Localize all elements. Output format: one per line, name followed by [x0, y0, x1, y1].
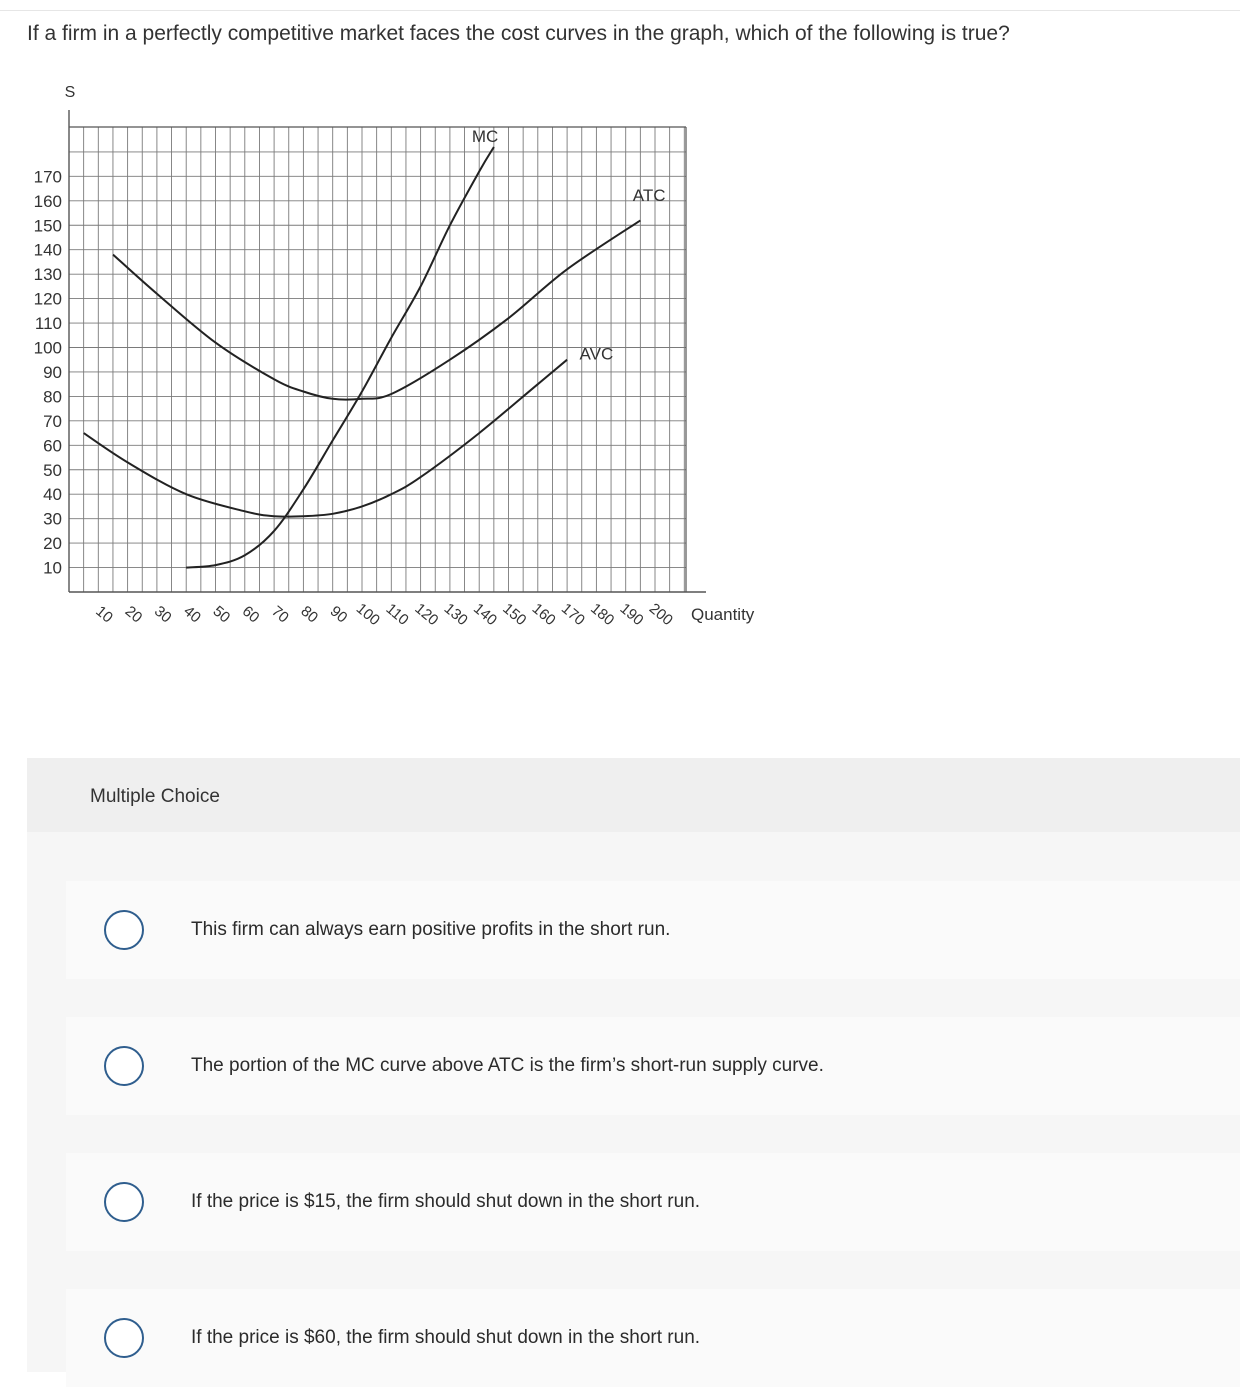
choice-option-3[interactable]	[66, 1153, 1240, 1251]
y-tick-label: 50	[43, 460, 62, 480]
question-text: If a firm in a perfectly competitive market faces the cost curves in the graph, which of the following is true?	[27, 22, 1010, 45]
x-tick-label: 50	[209, 602, 234, 627]
radio-button-icon[interactable]	[104, 910, 144, 950]
y-tick-label: 90	[43, 362, 62, 382]
choice-label: If the price is $60, the firm should shut down in the short run.	[191, 1327, 701, 1348]
multiple-choice-title: Multiple Choice	[90, 786, 220, 807]
label-atc: ATC	[632, 185, 666, 205]
x-tick-label: 110	[382, 600, 412, 629]
choice-label: The portion of the MC curve above ATC is the firm’s short-run supply curve.	[191, 1055, 824, 1076]
x-tick-label: 190	[616, 599, 647, 630]
y-tick-label: 160	[33, 191, 62, 211]
label-avc: AVC	[579, 344, 614, 364]
y-tick-label: 60	[43, 436, 62, 456]
y-tick-label: 110	[34, 314, 62, 334]
cost-curves-chart	[0, 70, 800, 660]
radio-button-icon[interactable]	[104, 1318, 144, 1358]
x-tick-label: 100	[352, 599, 383, 630]
multiple-choice-section	[27, 758, 1240, 1372]
x-tick-label: 130	[440, 599, 471, 630]
y-axis-symbol: S	[64, 84, 76, 101]
y-tick-label: 20	[43, 534, 62, 554]
x-axis-label: Quantity	[691, 605, 755, 624]
x-tick-label: 180	[587, 599, 618, 630]
y-tick-label: 30	[43, 509, 62, 529]
y-tick-label: 100	[33, 338, 62, 358]
x-tick-label: 20	[121, 602, 146, 627]
x-tick-label: 140	[470, 599, 501, 630]
curve-mc	[186, 147, 494, 568]
top-divider	[0, 10, 1240, 11]
choice-option-2[interactable]	[66, 1017, 1240, 1115]
x-tick-label: 70	[268, 602, 292, 627]
x-tick-label: 10	[92, 602, 117, 627]
x-tick-label: 170	[557, 599, 589, 630]
x-tick-label: 30	[150, 602, 175, 627]
y-tick-label: 80	[43, 387, 62, 407]
radio-button-icon[interactable]	[104, 1182, 144, 1222]
multiple-choice-header	[27, 758, 1240, 832]
curve-avc	[84, 360, 567, 517]
y-tick-label: 150	[33, 216, 62, 236]
x-tick-label: 40	[180, 602, 204, 627]
y-tick-label: 170	[33, 167, 62, 187]
y-tick-label: 10	[43, 558, 62, 578]
label-mc: MC	[471, 127, 499, 147]
choice-label: This firm can always earn positive profits in the short run.	[191, 919, 671, 940]
x-tick-label: 80	[297, 602, 322, 627]
x-tick-label: 200	[645, 599, 676, 630]
choice-option-4[interactable]	[66, 1289, 1240, 1387]
x-tick-label: 150	[499, 599, 530, 630]
choice-label: If the price is $15, the firm should shut down in the short run.	[191, 1191, 701, 1212]
y-tick-label: 140	[33, 240, 62, 260]
radio-button-icon[interactable]	[104, 1046, 144, 1086]
choice-option-1[interactable]	[66, 881, 1240, 979]
x-tick-label: 90	[326, 602, 351, 627]
x-tick-label: 60	[238, 602, 263, 627]
y-tick-label: 70	[43, 411, 62, 431]
y-tick-label: 40	[43, 485, 62, 505]
y-tick-label: 120	[33, 289, 62, 309]
y-tick-label: 130	[33, 265, 62, 285]
x-tick-label: 120	[411, 599, 442, 630]
x-tick-label: 160	[528, 599, 559, 630]
